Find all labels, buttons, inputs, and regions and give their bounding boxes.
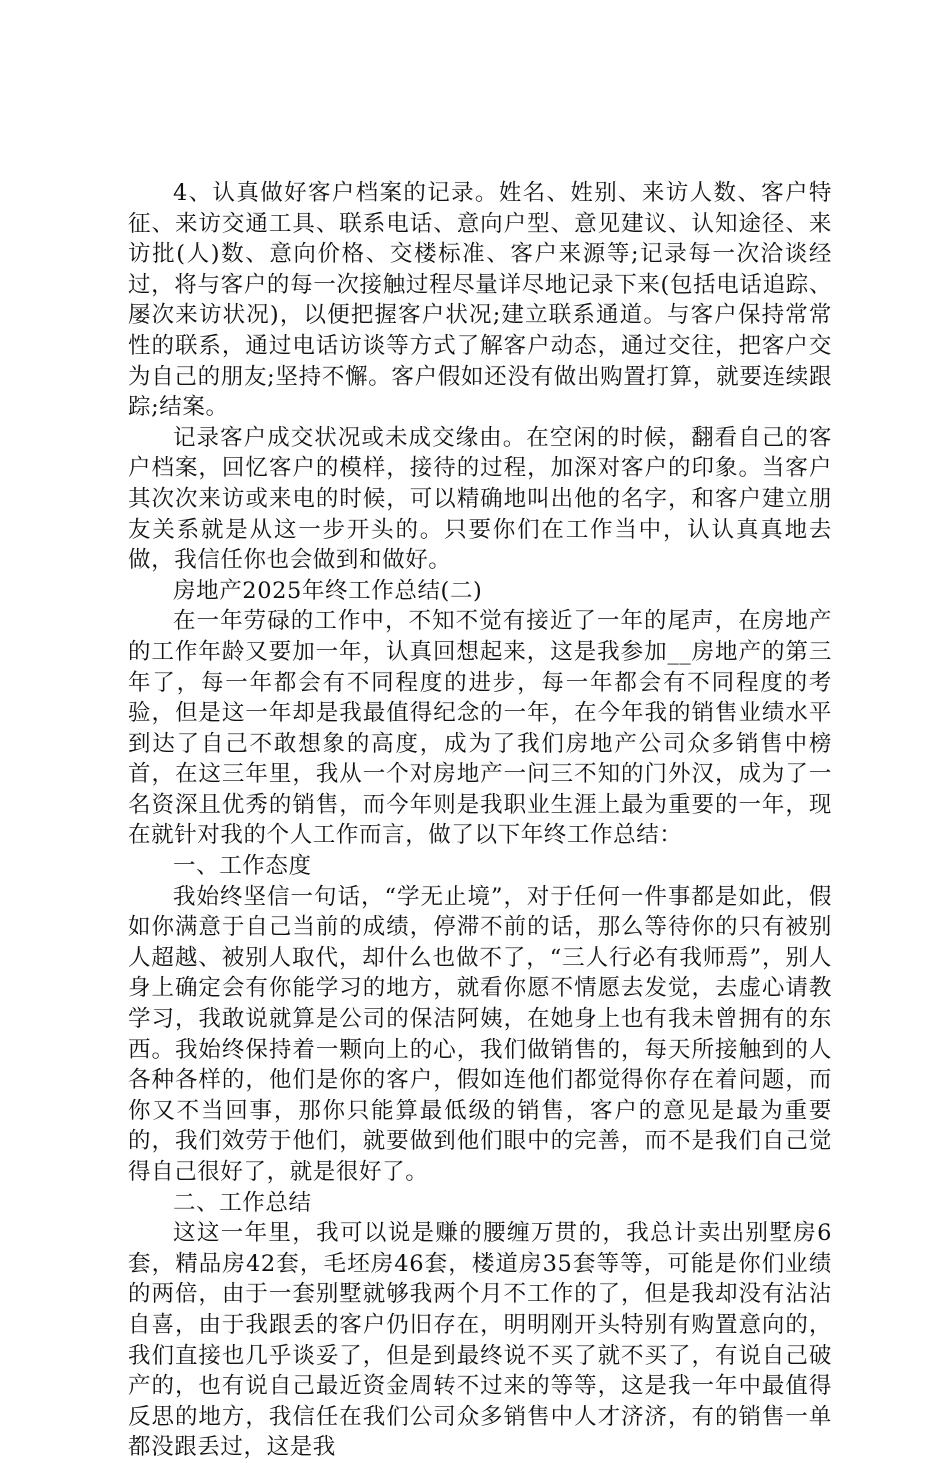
- document-body: [128, 178, 832, 1463]
- paragraph-client-records: 4、认真做好客户档案的记录。姓名、姓别、来访人数、客户特征、来访交通工具、联系电话、意向户型、意见建议、认知途径、来访批(人)数、意向价格、交楼标准、客户来源等;记录每一次洽谈经过，将与客户的每一次接触过程尽量详尽地记录下来(包括电话追踪、屡次来访状况)，以便把握客户状况;建立联系通道。与客户保持常常性的联系，通过电话访谈等方式了解客户动态，通过交往，把客户交为自己的朋友;坚持不懈。客户假如还没有做出购置打算，就要连续跟踪;结案。: [128, 180, 832, 421]
- paragraph-deal-status: 记录客户成交状况或未成交缘由。在空闲的时候，翻看自己的客户档案，回忆客户的模样，接待的过程，加深对客户的印象。当客户其次次来访或来电的时候，可以精确地叫出他的名字，和客户建立朋友关系就是从这一步开头的。只要你们在工作当中，认认真真地去做，我信任你也会做到和做好。: [128, 424, 832, 574]
- section-title-summary-two: 房地产2025年终工作总结(二): [173, 577, 483, 604]
- paragraph-work-attitude: 我始终坚信一句话，“学无止境”，对于任何一件事都是如此，假如你满意于自己当前的成绩，停滞不前的话，那么等待你的只有被别人超越、被别人取代，却什么也做不了，“三人行必有我师焉”，别人身上确定会有你能学习的地方，就看你愿不情愿去发觉，去虚心请教学习，我敢说就算是公司的保洁阿姨，在她身上也有我未曾拥有的东西。我始终保持着一颗向上的心，我们做销售的，每天所接触到的人各种各样的，他们是你的客户，假如连他们都觉得你存在着问题，而你又不当回事，那你只能算最低级的销售，客户的意见是最为重要的，我们效劳于他们，就要做到他们眼中的完善，而不是我们自己觉得自己很好了，就是很好了。: [128, 883, 832, 1185]
- paragraph-intro: 在一年劳碌的工作中，不知不觉有接近了一年的尾声，在房地产的工作年龄又要加一年，认真回想起来，这是我参加__房地产的第三年了，每一年都会有不同程度的进步，每一年都会有不同程度的考验，但是这一年却是我最值得纪念的一年，在今年我的销售业绩水平到达了自己不敢想象的高度，成为了我们房地产公司众多销售中榜首，在这三年里，我从一个对房地产一问三不知的门外汉，成为了一名资深且优秀的销售，而今年则是我职业生涯上最为重要的一年，现在就针对我的个人工作而言，做了以下年终工作总结：: [128, 608, 832, 849]
- paragraph-work-summary: 这这一年里，我可以说是赚的腰缠万贯的，我总计卖出别墅房6套，精品房42套，毛坯房46套，楼道房35套等等，可能是你们业绩的两倍，由于一套别墅就够我两个月不工作的了，但是我却没有沾沾自喜，由于我跟丢的客户仍旧存在，明明刚开头特别有购置意向的，我们直接也几乎谈妥了，但是到最终说不买了就不买了，有说自己破产的，也有说自己最近资金周转不过来的等等，这是我一年中最值得反思的地方，我信任在我们公司众多销售中人才济济，有的销售一单都没跟丢过，这是我: [128, 1220, 832, 1461]
- heading-work-summary: 二、工作总结: [173, 1189, 312, 1216]
- heading-work-attitude: 一、工作态度: [173, 853, 312, 880]
